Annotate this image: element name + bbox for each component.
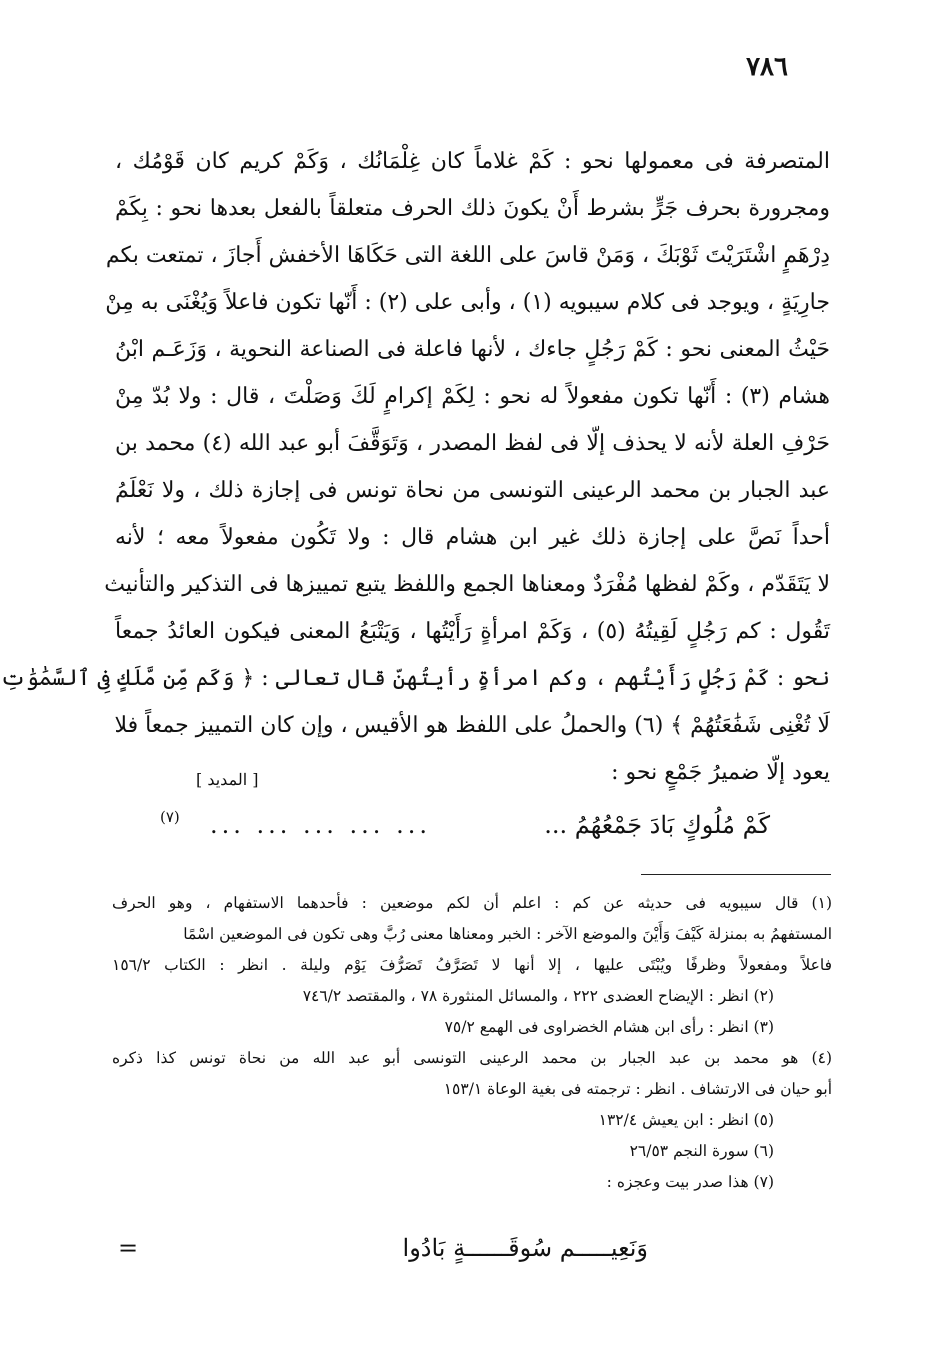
text-line: هشام (٣) : أَنّها تكون مفعولاً له نحو : لِكَمْ إكرامٍ لَكَ وَصَلْتَ ، قال : ولا بُدّ مِنْ: [115, 384, 830, 409]
footnote-line: (٧) هذا صدر بيت وعجزه :: [606, 1173, 774, 1191]
footnotes: [112, 888, 832, 1198]
verse-hemistich: كَمْ مُلُوكٍ بَادَ جَمْعُهُمُ ...: [544, 811, 770, 839]
footnote-line: فاعلاً ومفعولاً وظرفًا ويُبْتَى عليها ، إلا أنها لا تَصَرَّفُ تَصَرُّفَ يَوْم وليلة . انظر : الكتاب ١٥٦/٢: [112, 956, 832, 974]
footnote-line: (٤) هو محمد بن عبد الجبار بن محمد الرعينى التونسى أبو عبد الله من نحاة تونس كذا ذكره: [112, 1049, 832, 1067]
footnote-line: المستفهمُ به بمنزلة كَيْفَ وَأَيْنَ والموضع الآخر : الخبر ومعناها معنى رُبَّ وهى تكون فى الموضعين اسْمًا: [183, 925, 832, 943]
text-line: جارِيَةٍ ، ويوجد فى كلام سيبويه (١) ، وأبى على (٢) : أَنّها تكون فاعلاً وَيُغْنَى به مِنْ: [105, 290, 830, 315]
text-line: حَيْثُ المعنى نحو : كَمْ رَجُلٍ جاءك ، لأنها فاعلة فى الصناعة النحوية ، وَزَعَـم ابْنُ: [115, 337, 830, 362]
main-text: [0, 138, 831, 796]
footnote-divider: [641, 874, 831, 875]
continuation-mark: =: [118, 1234, 139, 1262]
text-line: يعود إلّا ضميرُ جَمْعٍ نحو :: [611, 760, 830, 785]
poetic-meter-label: [ المديد ]: [196, 770, 259, 789]
verse-line: [160, 800, 770, 850]
text-line: عبد الجبار بن محمد الرعينى التونسى من نحاة تونس فى إجازة ذلك ، ولا نَعْلَمُ: [115, 478, 830, 503]
page-number: ٧٨٦: [746, 52, 788, 82]
text-line: تَقُول : كم رَجُلٍ لَقِيتُهُ (٥) ، وَكَمْ امرأةٍ رَأَيْتُها ، وَيَتْبَعُ المعنى فيكون العائدُ جمعاً: [115, 619, 831, 644]
footnote-line: (٦) سورة النجم ٢٦/٥٣: [629, 1142, 774, 1160]
footnote-verse: [118, 1228, 648, 1268]
footnote-line: (١) قال سيبويه فى حديثه عن كم : اعلم أن لكم موضعين : فأحدهما الاستفهام ، وهو الحرف: [112, 894, 832, 912]
footnote-reference: (٧): [160, 808, 180, 826]
text-line: لا يَتَقَدّم ، وكَمْ لفظها مُفْرَدٌ ومعناها الجمع واللفظ يتبع تمييزها فى التذكير والتأنيث: [104, 572, 830, 597]
footnote-line: (٣) انظر : رأى ابن هشام الخضراوى فى الهمع ٧٥/٢: [444, 1018, 774, 1036]
footnote-line: أبو حيان فى الارتشاف . انظر : ترجمته فى بغية الوعاة ١٥٣/١: [443, 1080, 832, 1098]
verse-hemistich: وَنَعِيـــــم سُوقَــــــةٍ بَادُوا: [402, 1234, 648, 1262]
text-line: أحداً نَصَّ على إجازة ذلك غير ابن هشام قال : ولا تَكُون مفعولاً معه ؛ لأنه: [115, 525, 830, 550]
text-line: نحو : كَمْ رَجُلٍ رَأَيْتُهم ، وكم امرأةٍ رأيتُهنّ قال تعالى : ﴿ وَكَم مِّن مَّلَكٍ فِى ٱلسَّمَٰوَٰتِ: [0, 666, 830, 691]
verse-ellipsis: ... ... ... ... ...: [210, 811, 431, 839]
text-line: المتصرفة فى معمولها نحو : كَمْ غلاماً كان غِلْمَانُك ، وَكَمْ كريم كان قَوْمُك ،: [115, 149, 830, 174]
footnote-line: (٥) انظر : ابن يعيش ١٣٢/٤: [598, 1111, 774, 1129]
text-line: لَا تُغْنِى شَفَٰعَتُهُمْ ﴾ (٦) والحملُ على اللفظ هو الأقيس ، وإن كان التمييز جمعاً فلا: [114, 713, 830, 738]
text-line: ومجرورة بحرف جَرٍّ بشرط أَنْ يكونَ ذلك الحرف متعلقاً بالفعل بعدها نحو : بِكَمْ: [115, 196, 830, 221]
footnote-line: (٢) انظر : الإيضاح العضدى ٢٢٢ ، والمسائل المنثورة ٧٨ ، والمقتصد ٧٤٦/٢: [302, 987, 774, 1005]
text-line: حَرْفِ العلة لأنه لا يحذف إلّا فى لفظ المصدر ، وَتَوَقَّفَ أبو عبد الله (٤) محمد بن: [115, 431, 830, 456]
text-line: دِرْهَمٍ اشْتَرَيْتَ ثَوْبَكَ ، وَمَنْ قاسَ على اللغة التى حَكَاهَا الأخفش أَجازَ ، تمتعت بكم: [105, 243, 830, 268]
